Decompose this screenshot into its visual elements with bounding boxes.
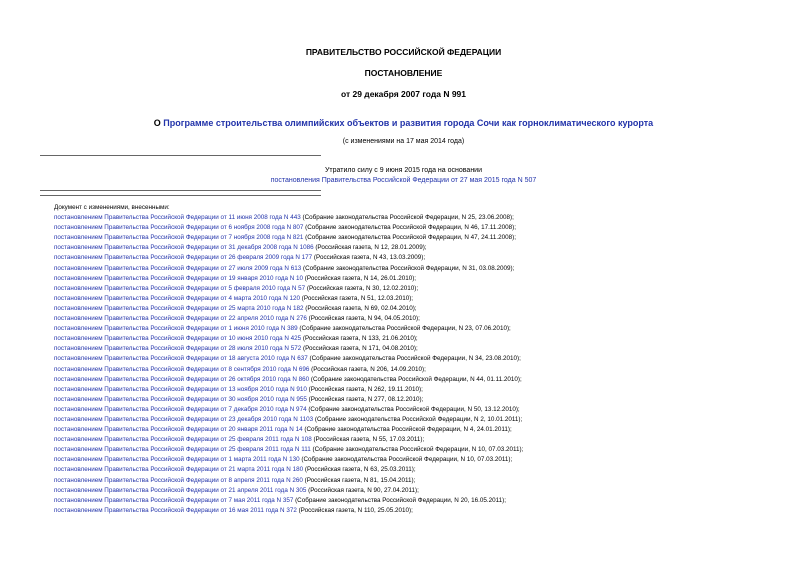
title-link[interactable]: Программе строительства олимпийских объектов и развития города Сочи как горноклиматического курорта xyxy=(163,118,654,128)
divider-line xyxy=(40,190,321,191)
amendment-item xyxy=(54,365,794,375)
amendment-item xyxy=(54,284,794,294)
amendment-item xyxy=(54,233,794,243)
amendment-source: (Российская газета, N 94, 04.05.2010); xyxy=(306,315,420,323)
document-date-number: от 29 декабря 2007 года N 991 xyxy=(340,89,467,99)
amendment-item xyxy=(54,395,794,405)
amendment-item xyxy=(54,344,794,354)
government-heading: ПРАВИТЕЛЬСТВО РОССИЙСКОЙ ФЕДЕРАЦИИ xyxy=(305,47,502,57)
amendment-link[interactable]: постановлением Правительства Российской Федерации от 31 декабря 2008 года N 1086 xyxy=(54,244,314,252)
amendment-item xyxy=(54,385,794,395)
amendments-heading: Документ с изменениями, внесенными: xyxy=(54,204,170,211)
amendment-link[interactable]: постановлением Правительства Российской Федерации от 6 ноября 2008 года N 807 xyxy=(54,224,304,232)
lost-force-line2 xyxy=(0,177,807,184)
divider-line xyxy=(40,195,321,196)
amendment-link[interactable]: постановлением Правительства Российской Федерации от 13 ноября 2010 года N 910 xyxy=(54,385,307,393)
amendment-link[interactable]: постановлением Правительства Российской Федерации от 23 декабря 2010 года N 1103 xyxy=(54,415,314,423)
amendment-source: (Российская газета, N 14, 26.01.2010); xyxy=(303,274,417,282)
amendment-source: (Российская газета, N 277, 08.12.2010); xyxy=(306,395,424,403)
amendment-item xyxy=(54,354,794,364)
amendment-source: (Собрание законодательства Российской Федерации, N 23, 07.06.2010); xyxy=(297,325,511,333)
amendment-link[interactable]: постановлением Правительства Российской Федерации от 8 сентября 2010 года N 696 xyxy=(54,365,310,373)
amendment-link[interactable]: постановлением Правительства Российской Федерации от 16 мая 2011 года N 372 xyxy=(54,506,297,514)
amendment-link[interactable]: постановлением Правительства Российской Федерации от 18 августа 2010 года N 637 xyxy=(54,355,308,363)
divider-line xyxy=(40,155,321,156)
amendment-source: (Собрание законодательства Российской Федерации, N 2, 10.01.2011); xyxy=(313,415,523,423)
amendment-source: (Собрание законодательства Российской Федерации, N 20, 16.05.2011); xyxy=(293,496,506,504)
amendment-source: (Российская газета, N 171, 04.08.2010); xyxy=(301,345,418,353)
lost-force-link[interactable]: постановления Правительства Российской Федерации от 27 мая 2015 года N 507 xyxy=(270,177,537,184)
amendment-source: (Собрание законодательства Российской Федерации, N 46, 17.11.2008); xyxy=(303,224,517,232)
amendment-link[interactable]: постановлением Правительства Российской Федерации от 7 декабря 2010 года N 974 xyxy=(54,405,307,413)
amendment-item xyxy=(54,304,794,314)
amendment-link[interactable]: постановлением Правительства Российской Федерации от 22 апреля 2010 года N 276 xyxy=(54,315,307,323)
amendment-item xyxy=(54,496,794,506)
amendment-item xyxy=(54,425,794,435)
amendment-link[interactable]: постановлением Правительства Российской Федерации от 5 февраля 2010 года N 57 xyxy=(54,284,306,292)
amendment-item xyxy=(54,294,794,304)
amendment-item xyxy=(54,375,794,385)
document-type: ПОСТАНОВЛЕНИЕ xyxy=(364,68,443,78)
amendment-item xyxy=(54,334,794,344)
amendment-source: (Собрание законодательства Российской Федерации, N 50, 13.12.2010); xyxy=(306,405,520,413)
amendment-link[interactable]: постановлением Правительства Российской Федерации от 25 февраля 2011 года N 111 xyxy=(54,446,311,454)
amendment-item xyxy=(54,264,794,274)
amendment-item xyxy=(54,476,794,486)
title-prefix: О xyxy=(153,118,164,128)
amendment-item xyxy=(54,486,794,496)
amendment-source: (Российская газета, N 51, 12.03.2010); xyxy=(300,294,414,302)
amendment-item xyxy=(54,274,794,284)
amendment-link[interactable]: постановлением Правительства Российской Федерации от 26 февраля 2009 года N 177 xyxy=(54,254,313,262)
amendment-source: (Российская газета, N 262, 19.11.2010); xyxy=(306,385,423,393)
amendment-link[interactable]: постановлением Правительства Российской Федерации от 19 января 2010 года N 10 xyxy=(54,274,304,282)
amendment-item xyxy=(54,435,794,445)
amendment-source: (Собрание законодательства Российской Федерации, N 47, 24.11.2008); xyxy=(303,234,517,242)
amendment-link[interactable]: постановлением Правительства Российской Федерации от 21 марта 2011 года N 180 xyxy=(54,466,304,474)
amendment-item xyxy=(54,223,794,233)
document-title xyxy=(0,118,807,128)
amendment-source: (Российская газета, N 63, 25.03.2011); xyxy=(303,466,416,474)
amendment-link[interactable]: постановлением Правительства Российской Федерации от 11 июня 2008 года N 443 xyxy=(54,214,301,222)
amendment-item xyxy=(54,455,794,465)
amendment-source: (Собрание законодательства Российской Федерации, N 31, 03.08.2009); xyxy=(301,264,515,272)
amendment-source: (Собрание законодательства Российской Федерации, N 25, 23.06.2008); xyxy=(300,214,514,222)
amendment-source: (Российская газета, N 133, 21.06.2010); xyxy=(301,335,418,343)
amendment-source: (Собрание законодательства Российской Федерации, N 10, 07.03.2011); xyxy=(310,446,524,454)
amendment-item xyxy=(54,415,794,425)
amendment-link[interactable]: постановлением Правительства Российской Федерации от 30 ноября 2010 года N 955 xyxy=(54,395,307,403)
amendment-item xyxy=(54,324,794,334)
amendment-source: (Российская газета, N 110, 25.05.2010); xyxy=(296,506,413,514)
amendment-item xyxy=(54,506,794,516)
amendment-link[interactable]: постановлением Правительства Российской Федерации от 8 апреля 2011 года N 260 xyxy=(54,476,303,484)
amendment-link[interactable]: постановлением Правительства Российской Федерации от 25 марта 2010 года N 182 xyxy=(54,304,304,312)
amendment-item xyxy=(54,243,794,253)
amendment-source: (Российская газета, N 43, 13.03.2009); xyxy=(312,254,426,262)
amendment-item xyxy=(54,314,794,324)
amendment-source: (Собрание законодательства Российской Федерации, N 44, 01.11.2010); xyxy=(309,375,522,383)
amendment-item xyxy=(54,405,794,415)
amendment-link[interactable]: постановлением Правительства Российской Федерации от 25 февраля 2011 года N 108 xyxy=(54,436,312,444)
amendment-source: (Российская газета, N 12, 28.01.2009); xyxy=(313,244,427,252)
amendment-link[interactable]: постановлением Правительства Российской Федерации от 1 марта 2011 года N 130 xyxy=(54,456,300,464)
amendment-source: (Российская газета, N 30, 12.02.2010); xyxy=(305,284,419,292)
amendment-link[interactable]: постановлением Правительства Российской Федерации от 26 октября 2010 года N 860 xyxy=(54,375,310,383)
lost-force-text: Утратило силу с 9 июня 2015 года на основании xyxy=(324,167,483,174)
amendment-source: (Российская газета, N 206, 14.09.2010); xyxy=(309,365,426,373)
amendments-items xyxy=(54,213,794,514)
amendment-link[interactable]: постановлением Правительства Российской Федерации от 20 января 2011 года N 14 xyxy=(54,426,303,434)
amendment-link[interactable]: постановлением Правительства Российской Федерации от 7 ноября 2008 года N 821 xyxy=(54,234,304,242)
amendment-source: (Российская газета, N 90, 27.04.2011); xyxy=(306,486,419,494)
amendment-link[interactable]: постановлением Правительства Российской Федерации от 28 июля 2010 года N 572 xyxy=(54,345,302,353)
amendment-item xyxy=(54,213,794,223)
amendment-source: (Российская газета, N 69, 02.04.2010); xyxy=(303,304,417,312)
amendment-link[interactable]: постановлением Правительства Российской Федерации от 27 июля 2009 года N 613 xyxy=(54,264,302,272)
amendment-item xyxy=(54,445,794,455)
amendment-link[interactable]: постановлением Правительства Российской Федерации от 7 мая 2011 года N 357 xyxy=(54,496,294,504)
amendment-link[interactable]: постановлением Правительства Российской Федерации от 1 июня 2010 года N 389 xyxy=(54,325,298,333)
amendment-source: (Собрание законодательства Российской Федерации, N 34, 23.08.2010); xyxy=(307,355,521,363)
amendment-source: (Собрание законодательства Российской Федерации, N 10, 07.03.2011); xyxy=(299,456,513,464)
amendments-list xyxy=(54,203,794,514)
changes-note: (с изменениями на 17 мая 2014 года) xyxy=(342,138,465,145)
amendment-item xyxy=(54,465,794,475)
amendment-link[interactable]: постановлением Правительства Российской Федерации от 10 июня 2010 года N 425 xyxy=(54,335,302,343)
amendment-link[interactable]: постановлением Правительства Российской Федерации от 4 марта 2010 года N 120 xyxy=(54,294,301,302)
amendment-item xyxy=(54,253,794,263)
amendment-source: (Российская газета, N 55, 17.03.2011); xyxy=(311,436,425,444)
amendment-source: (Российская газета, N 81, 15.04.2011); xyxy=(302,476,416,484)
amendment-link[interactable]: постановлением Правительства Российской Федерации от 21 апреля 2011 года N 305 xyxy=(54,486,307,494)
amendment-source: (Собрание законодательства Российской Федерации, N 4, 24.01.2011); xyxy=(302,426,512,434)
